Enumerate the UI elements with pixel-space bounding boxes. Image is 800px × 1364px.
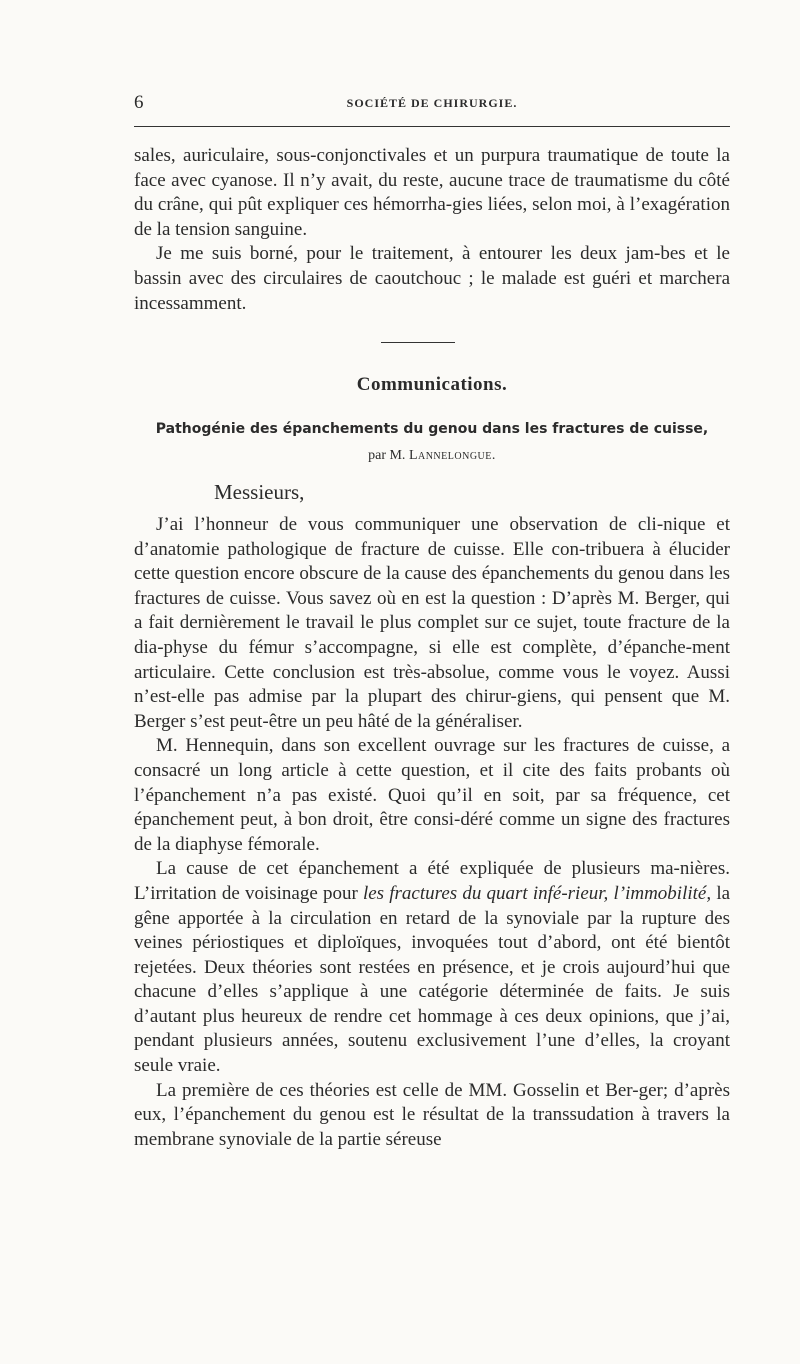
body-paragraph-1: J’ai l’honneur de vous communiquer une observation de cli-nique et d’anatomie pathologique de fracture de cuisse. Elle con-tribuera à élucider cette question encore obscure de la cause des épanchements du genou dans les fractures de cuisse. Vous savez où en est la question : D’après M. Berger, qui a fait dernièrement le travail le plus complet sur ce sujet, toute fracture de la dia-physe du fémur s’accompagne, si elle est complète, d’épanche-ment articulaire. Cette conclusion est très-absolue, comme vous le voyez. Aussi n’est-elle pas admise par la plupart des chirur-giens, qui pensent que M. Berger s’est peut-être un peu hâté de la généraliser.: [134, 514, 730, 732]
intro-paragraph-2: Je me suis borné, pour le traitement, à entourer les deux jam-bes et le bassin avec des circulaires de caoutchouc ; le malade est guéri et marchera incessamment.: [134, 243, 730, 314]
page-number: 6: [134, 92, 144, 113]
body-paragraph-2: M. Hennequin, dans son excellent ouvrage sur les fractures de cuisse, a consacré un long article à cette question, et il cite des faits probants où l’épanchement n’a pas existé. Quoi qu’il en soit, par sa fréquence, cet épanchement peut, à bon droit, être consi-déré comme un signe des fractures de la diaphyse fémorale.: [134, 735, 730, 855]
body-paragraph-3: [134, 857, 730, 1078]
byline: [134, 448, 730, 464]
section-divider: [381, 342, 455, 343]
body-paragraph-4: La première de ces théories est celle de MM. Gosselin et Ber-ger; d’après eux, l’épanchement du genou est le résultat de la transsudation à travers la membrane synoviale de la partie séreuse: [134, 1079, 730, 1150]
running-head: SOCIÉTÉ DE CHIRURGIE.: [346, 96, 518, 110]
byline-prefix: par M.: [368, 448, 406, 463]
article-body: [134, 513, 730, 1152]
header-rule: [134, 126, 730, 127]
intro-text: [134, 144, 730, 316]
page-header: [134, 92, 730, 112]
section-title: Communications.: [356, 374, 508, 395]
body-paragraph-3-part-1: La cause de cet épanchement a été expliquée de plusieurs ma-nières. L’irritation de voisinage pour: [134, 858, 730, 904]
article-title: Pathogénie des épanchements du genou dans les fractures de cuisse,: [155, 421, 709, 437]
salutation: Messieurs,: [214, 480, 305, 504]
body-paragraph-3-part-2: la gêne apportée à la circulation en retard de la synoviale par la rupture des veines périostiques et diploïques, invoquées tout d’abord, ont été bientôt rejetées. Deux théories sont restées en présence, et je crois aujourd’hui que chacune d’elles s’applique à une catégorie déterminée de faits. Je suis d’autant plus heureux de rendre cet hommage à ces deux opinions, que j’ai, pendant plusieurs années, soutenu exclusivement l’une d’elles, la croyant seule vraie.: [134, 882, 731, 1077]
author-name: Lannelongue.: [408, 448, 496, 463]
intro-paragraph-1: sales, auriculaire, sous-conjonctivales et un purpura traumatique de toute la face avec cyanose. Il n’y avait, du reste, aucune trace de traumatisme du côté du crâne, qui pût expliquer ces hémorrha-gies liées, selon moi, à l’exagération de la tension sanguine.: [134, 145, 730, 240]
body-paragraph-3-italic: les fractures du quart infé-rieur, l’immobilité,: [362, 882, 712, 904]
